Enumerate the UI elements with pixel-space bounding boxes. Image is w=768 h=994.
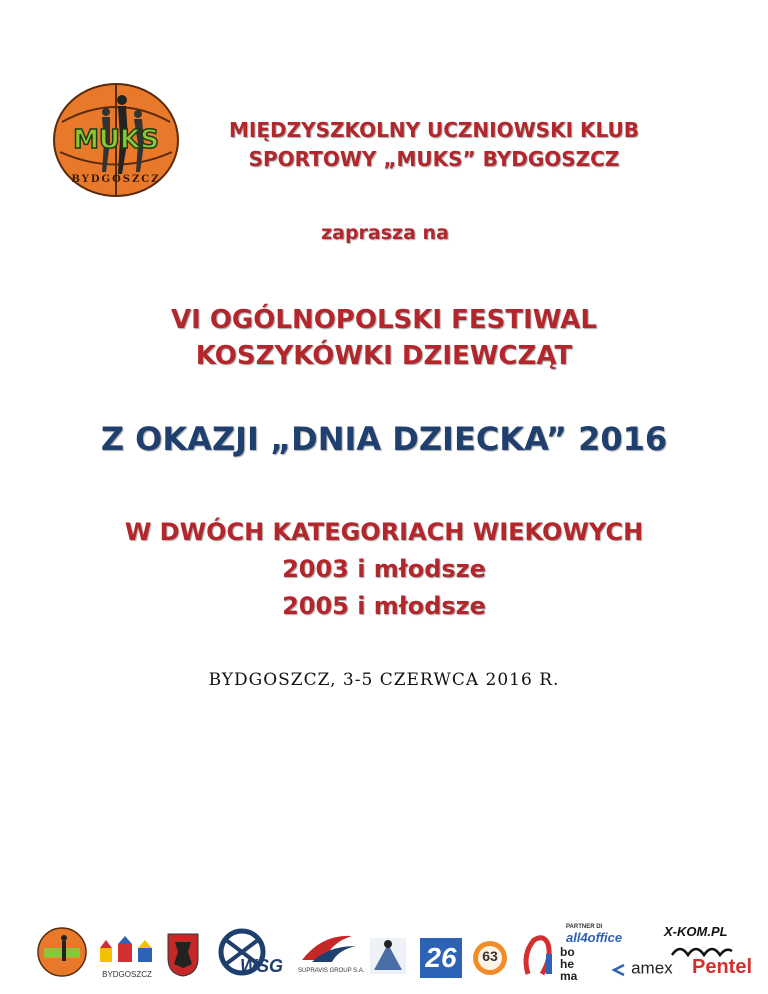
swoosh-logo (670, 942, 736, 956)
club-name-line2: SPORTOWY „MUKS” BYDGOSZCZ (248, 147, 620, 171)
coat-of-arms-logo (166, 932, 200, 978)
club-name (200, 116, 668, 174)
pentel-label: Pentel (692, 956, 753, 978)
place-date: BYDGOSZCZ, 3-5 CZERWCA 2016 R. (208, 670, 560, 690)
category-item: 2003 i młodsze (282, 555, 486, 583)
bohema-line: ma (560, 969, 578, 983)
invite-text: zaprasza na (321, 222, 449, 244)
school-63-label: 63 (482, 948, 498, 964)
supravis-logo (298, 930, 365, 980)
all4office-logo (566, 924, 652, 946)
festival-title (80, 302, 688, 374)
school-zs-logo (366, 930, 410, 978)
logo-wordmark: MUKS (73, 125, 159, 155)
muks-small-logo (36, 926, 88, 978)
all4office-label: all4office (566, 930, 623, 945)
occasion-title: Z OKAZJI „DNIA DZIECKA” 2016 (100, 420, 668, 458)
pentel-logo (692, 956, 764, 980)
amex-logo (612, 958, 690, 978)
school-63-logo (466, 936, 514, 978)
club-name-line1: MIĘDZYSZKOLNY UCZNIOWSKI KLUB (228, 118, 639, 142)
categories-block (60, 514, 708, 625)
categories-heading: W DWÓCH KATEGORIACH WIEKOWYCH (124, 518, 644, 546)
bydgoszcz-logo (96, 936, 158, 978)
festival-title-line2: KOSZYKÓWKI DZIEWCZĄT (195, 341, 573, 371)
school-26-logo (420, 938, 462, 978)
amex-arrow-icon (612, 962, 626, 976)
muks-logo (52, 82, 180, 198)
ribbon-logo (518, 934, 556, 978)
xkom-label: X-KOM.PL (664, 924, 728, 939)
bohema-line: he (560, 957, 575, 971)
supravis-label: SUPRAVIS GROUP S.A. (298, 968, 365, 974)
festival-title-line1: VI OGÓLNOPOLSKI FESTIWAL (170, 305, 597, 335)
partner-label: PARTNER DI (566, 924, 603, 930)
wsg-logo (216, 928, 282, 980)
xkom-logo (664, 924, 744, 942)
amex-label: amex (631, 958, 673, 978)
bohema-logo (560, 946, 604, 982)
bydgoszcz-label: BYDGOSZCZ (102, 970, 152, 979)
school-26-label: 26 (425, 942, 457, 973)
logo-city: BYDGOSZCZ (71, 174, 161, 185)
wsg-label: WSG (240, 956, 283, 976)
category-item: 2005 i młodsze (282, 592, 486, 620)
bohema-line: bo (560, 945, 575, 959)
